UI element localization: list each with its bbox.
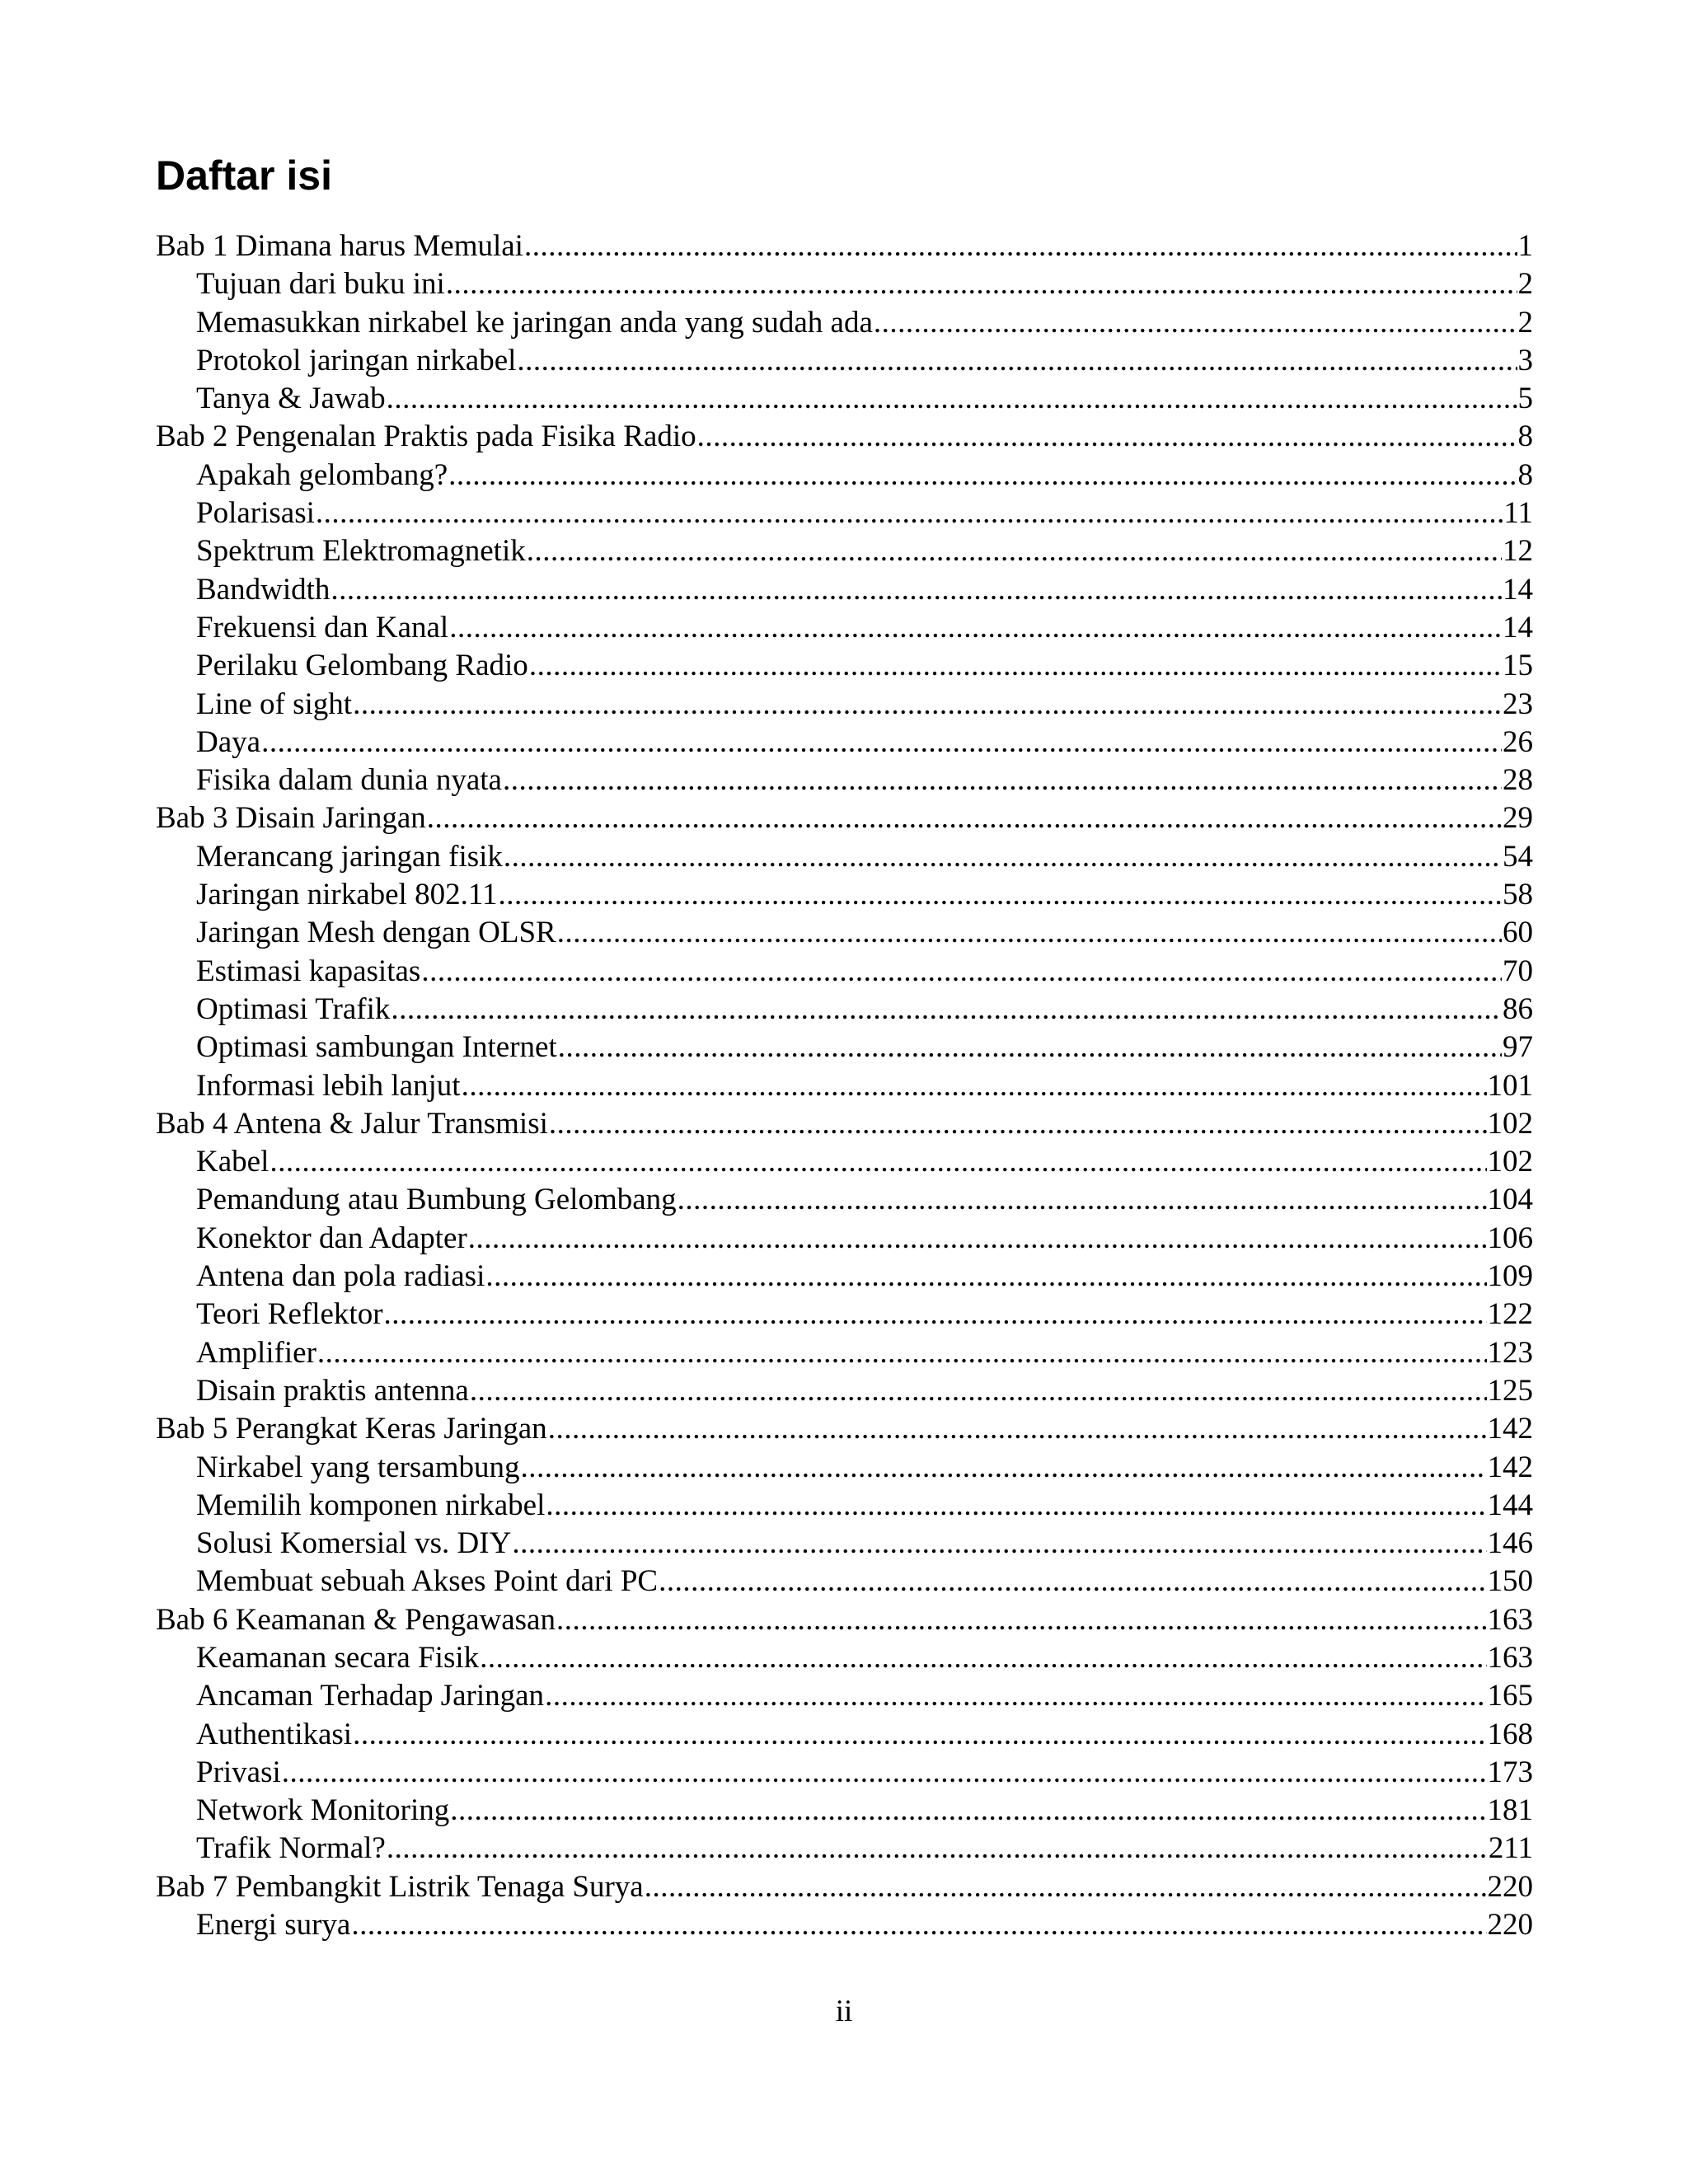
- toc-entry-page: 181: [1487, 1793, 1533, 1828]
- toc-entry-title: Antena dan pola radiasi: [196, 1259, 485, 1294]
- toc-entry-title: Protokol jaringan nirkabel: [196, 343, 517, 377]
- toc-entry-title: Bab 5 Perangkat Keras Jaringan: [156, 1412, 547, 1446]
- toc-entry-title: Trafik Normal?: [196, 1831, 386, 1866]
- toc-entry-page: 165: [1487, 1679, 1533, 1713]
- toc-entry-page: 101: [1487, 1068, 1533, 1103]
- toc-dot-leader: [678, 1181, 1487, 1219]
- toc-dot-leader: [503, 762, 1502, 799]
- toc-dot-leader: [449, 609, 1502, 647]
- toc-entry-title: Spektrum Elektromagnetik: [196, 534, 526, 569]
- toc-entry-title: Fisika dalam dunia nyata: [196, 763, 502, 798]
- toc-section-entry[interactable]: [156, 1258, 1533, 1296]
- toc-dot-leader: [512, 1525, 1486, 1563]
- toc-entry-title: Daya: [196, 724, 261, 759]
- toc-section-entry[interactable]: [156, 609, 1533, 647]
- toc-entry-title: Privasi: [196, 1755, 281, 1789]
- toc-entry-title: Estimasi kapasitas: [196, 954, 421, 988]
- toc-section-entry[interactable]: [156, 1372, 1533, 1410]
- toc-section-entry[interactable]: [156, 265, 1533, 303]
- toc-dot-leader: [874, 304, 1517, 342]
- toc-entry-title: Energi surya: [196, 1908, 351, 1943]
- toc-entry-page: 14: [1503, 572, 1533, 607]
- toc-entry-page: 123: [1487, 1335, 1533, 1370]
- toc-entry-page: 23: [1503, 687, 1533, 721]
- toc-entry-title: Frekuensi dan Kanal: [196, 610, 449, 644]
- toc-dot-leader: [557, 914, 1502, 952]
- toc-dot-leader: [524, 227, 1517, 265]
- toc-entry-title: Solusi Komersial vs. DIY: [196, 1526, 512, 1561]
- toc-dot-leader: [470, 1372, 1487, 1410]
- toc-section-entry[interactable]: [156, 342, 1533, 380]
- toc-dot-leader: [498, 876, 1502, 914]
- toc-dot-leader: [485, 1258, 1486, 1296]
- toc-entry-title: Bab 1 Dimana harus Memulai: [156, 229, 523, 263]
- toc-section-entry[interactable]: [156, 1792, 1533, 1830]
- toc-dot-leader: [462, 1067, 1487, 1105]
- toc-entry-title: Network Monitoring: [196, 1793, 450, 1828]
- toc-entry-page: 163: [1487, 1640, 1533, 1675]
- toc-entry-title: Informasi lebih lanjut: [196, 1068, 461, 1103]
- toc-chapter-entry[interactable]: [156, 418, 1533, 456]
- toc-dot-leader: [480, 1639, 1486, 1677]
- toc-dot-leader: [545, 1677, 1486, 1715]
- toc-entry-title: Optimasi Trafik: [196, 991, 391, 1026]
- toc-entry-page: 29: [1503, 801, 1533, 836]
- toc-dot-leader: [384, 1296, 1487, 1333]
- toc-entry-title: Kabel: [196, 1145, 270, 1179]
- toc-entry-page: 8: [1517, 457, 1533, 492]
- toc-entry-title: Authentikasi: [196, 1717, 353, 1751]
- toc-dot-leader: [556, 1601, 1487, 1639]
- toc-entry-page: 142: [1487, 1450, 1533, 1484]
- toc-dot-leader: [421, 953, 1502, 991]
- toc-entry-page: 8: [1517, 419, 1533, 454]
- toc-entry-page: 54: [1503, 839, 1533, 874]
- toc-dot-leader: [317, 1334, 1487, 1372]
- toc-entry-page: 15: [1503, 649, 1533, 683]
- toc-section-entry[interactable]: [156, 1029, 1533, 1066]
- toc-entry-title: Jaringan Mesh dengan OLSR: [196, 916, 556, 950]
- toc-section-entry[interactable]: [156, 1639, 1533, 1677]
- toc-dot-leader: [558, 1029, 1502, 1066]
- toc-section-entry[interactable]: [156, 1143, 1533, 1181]
- toc-chapter-entry[interactable]: [156, 799, 1533, 837]
- toc-entry-page: 102: [1487, 1106, 1533, 1141]
- toc-entry-page: 102: [1487, 1145, 1533, 1179]
- toc-dot-leader: [549, 1105, 1487, 1143]
- toc-dot-leader: [387, 1830, 1488, 1868]
- toc-dot-leader: [548, 1410, 1487, 1448]
- toc-entry-title: Optimasi sambungan Internet: [196, 1030, 557, 1065]
- toc-dot-leader: [529, 647, 1502, 685]
- toc-entry-title: Nirkabel yang tersambung: [196, 1450, 520, 1484]
- toc-dot-leader: [331, 571, 1502, 609]
- toc-entry-title: Membuat sebuah Akses Point dari PC: [196, 1564, 659, 1599]
- toc-section-entry[interactable]: [156, 838, 1533, 876]
- toc-entry-page: 14: [1503, 610, 1533, 644]
- toc-entry-page: 97: [1503, 1030, 1533, 1065]
- toc-section-entry[interactable]: [156, 1525, 1533, 1563]
- table-of-contents: [156, 227, 1533, 1944]
- toc-entry-page: 70: [1503, 954, 1533, 988]
- toc-entry-page: 109: [1487, 1259, 1533, 1294]
- toc-dot-leader: [448, 457, 1517, 494]
- toc-entry-page: 168: [1487, 1717, 1533, 1751]
- toc-dot-leader: [282, 1754, 1487, 1792]
- toc-entry-title: Konektor dan Adapter: [196, 1221, 467, 1255]
- toc-dot-leader: [517, 342, 1517, 380]
- toc-entry-title: Bab 6 Keamanan & Pengawasan: [156, 1602, 556, 1637]
- toc-section-entry[interactable]: [156, 380, 1533, 418]
- toc-entry-title: Apakah gelombang?: [196, 457, 448, 492]
- toc-chapter-entry[interactable]: [156, 1601, 1533, 1639]
- toc-section-entry[interactable]: [156, 1487, 1533, 1525]
- toc-dot-leader: [391, 991, 1502, 1029]
- toc-section-entry[interactable]: [156, 914, 1533, 952]
- toc-entry-page: 11: [1503, 496, 1533, 531]
- toc-entry-page: 12: [1503, 534, 1533, 569]
- toc-section-entry[interactable]: [156, 1906, 1533, 1944]
- toc-entry-page: 26: [1503, 724, 1533, 759]
- toc-section-entry[interactable]: [156, 953, 1533, 991]
- toc-entry-title: Keamanan secara Fisik: [196, 1640, 480, 1675]
- toc-dot-leader: [521, 1449, 1487, 1487]
- toc-entry-page: 1: [1517, 229, 1533, 263]
- toc-dot-leader: [353, 686, 1502, 724]
- toc-dot-leader: [468, 1220, 1487, 1258]
- toc-entry-title: Ancaman Terhadap Jaringan: [196, 1679, 545, 1713]
- toc-chapter-entry[interactable]: [156, 1105, 1533, 1143]
- toc-section-entry[interactable]: [156, 1449, 1533, 1487]
- toc-dot-leader: [351, 1906, 1486, 1944]
- toc-entry-page: 5: [1517, 382, 1533, 416]
- toc-entry-title: Memilih komponen nirkabel: [196, 1488, 546, 1522]
- toc-entry-page: 2: [1517, 305, 1533, 340]
- page-number: ii: [835, 1994, 853, 2028]
- toc-entry-page: 3: [1517, 343, 1533, 377]
- toc-section-entry[interactable]: [156, 1563, 1533, 1601]
- toc-section-entry[interactable]: [156, 1181, 1533, 1219]
- toc-chapter-entry[interactable]: [156, 1868, 1533, 1906]
- toc-section-entry[interactable]: [156, 532, 1533, 570]
- toc-dot-leader: [353, 1716, 1486, 1754]
- toc-entry-title: Disain praktis antenna: [196, 1373, 469, 1408]
- toc-entry-title: Perilaku Gelombang Radio: [196, 649, 528, 683]
- toc-entry-page: 106: [1487, 1221, 1533, 1255]
- toc-section-entry[interactable]: [156, 1677, 1533, 1715]
- toc-dot-leader: [504, 838, 1502, 876]
- toc-dot-leader: [527, 532, 1502, 570]
- toc-entry-title: Pemandung atau Bumbung Gelombang: [196, 1183, 677, 1217]
- toc-entry-page: 122: [1487, 1297, 1533, 1332]
- toc-dot-leader: [546, 1487, 1486, 1525]
- toc-entry-page: 58: [1503, 878, 1533, 912]
- toc-section-entry[interactable]: [156, 647, 1533, 685]
- toc-dot-leader: [316, 494, 1503, 532]
- toc-entry-page: 211: [1488, 1831, 1533, 1866]
- toc-section-entry[interactable]: [156, 494, 1533, 532]
- toc-entry-title: Bab 4 Antena & Jalur Transmisi: [156, 1106, 548, 1141]
- toc-dot-leader: [697, 418, 1517, 456]
- toc-entry-title: Amplifier: [196, 1335, 316, 1370]
- toc-entry-page: 60: [1503, 916, 1533, 950]
- toc-entry-page: 144: [1487, 1488, 1533, 1522]
- toc-section-entry[interactable]: [156, 1716, 1533, 1754]
- toc-dot-leader: [450, 1792, 1486, 1830]
- toc-entry-page: 220: [1487, 1869, 1533, 1904]
- toc-section-entry[interactable]: [156, 1754, 1533, 1792]
- toc-chapter-entry[interactable]: [156, 1410, 1533, 1448]
- toc-section-entry[interactable]: [156, 686, 1533, 724]
- toc-dot-leader: [261, 724, 1502, 762]
- toc-entry-page: 173: [1487, 1755, 1533, 1789]
- toc-entry-page: 2: [1517, 267, 1533, 302]
- toc-entry-page: 142: [1487, 1412, 1533, 1446]
- toc-entry-page: 125: [1487, 1373, 1533, 1408]
- toc-chapter-entry[interactable]: [156, 227, 1533, 265]
- toc-entry-title: Bab 3 Disain Jaringan: [156, 801, 426, 836]
- toc-section-entry[interactable]: [156, 457, 1533, 494]
- toc-entry-page: 163: [1487, 1602, 1533, 1637]
- toc-entry-title: Bab 7 Pembangkit Listrik Tenaga Surya: [156, 1869, 644, 1904]
- toc-section-entry[interactable]: [156, 1334, 1533, 1372]
- toc-entry-title: Teori Reflektor: [196, 1297, 383, 1332]
- toc-entry-title: Merancang jaringan fisik: [196, 839, 503, 874]
- toc-entry-page: 104: [1487, 1183, 1533, 1217]
- toc-section-entry[interactable]: [156, 304, 1533, 342]
- toc-section-entry[interactable]: [156, 762, 1533, 799]
- toc-entry-title: Bab 2 Pengenalan Praktis pada Fisika Radio: [156, 419, 696, 454]
- toc-dot-leader: [427, 799, 1502, 837]
- toc-entry-title: Memasukkan nirkabel ke jaringan anda yang sudah ada: [196, 305, 873, 340]
- toc-entry-title: Bandwidth: [196, 572, 331, 607]
- toc-entry-page: 220: [1487, 1908, 1533, 1943]
- toc-entry-page: 86: [1503, 991, 1533, 1026]
- toc-section-entry[interactable]: [156, 1067, 1533, 1105]
- toc-dot-leader: [387, 380, 1517, 418]
- toc-entry-title: Tanya & Jawab: [196, 382, 386, 416]
- toc-entry-title: Line of sight: [196, 687, 353, 721]
- toc-entry-page: 146: [1487, 1526, 1533, 1561]
- toc-section-entry[interactable]: [156, 1296, 1533, 1333]
- toc-section-entry[interactable]: [156, 724, 1533, 762]
- toc-dot-leader: [659, 1563, 1486, 1601]
- toc-section-entry[interactable]: [156, 1830, 1533, 1868]
- page-title: Daftar isi: [156, 152, 332, 199]
- toc-section-entry[interactable]: [156, 991, 1533, 1029]
- toc-entry-page: 28: [1503, 763, 1533, 798]
- toc-section-entry[interactable]: [156, 876, 1533, 914]
- toc-dot-leader: [645, 1868, 1487, 1906]
- toc-entry-title: Polarisasi: [196, 496, 315, 531]
- toc-entry-page: 150: [1487, 1564, 1533, 1599]
- toc-entry-title: Tujuan dari buku ini: [196, 267, 445, 302]
- toc-section-entry[interactable]: [156, 571, 1533, 609]
- toc-entry-title: Jaringan nirkabel 802.11: [196, 878, 498, 912]
- toc-dot-leader: [446, 265, 1517, 303]
- toc-dot-leader: [270, 1143, 1486, 1181]
- toc-section-entry[interactable]: [156, 1220, 1533, 1258]
